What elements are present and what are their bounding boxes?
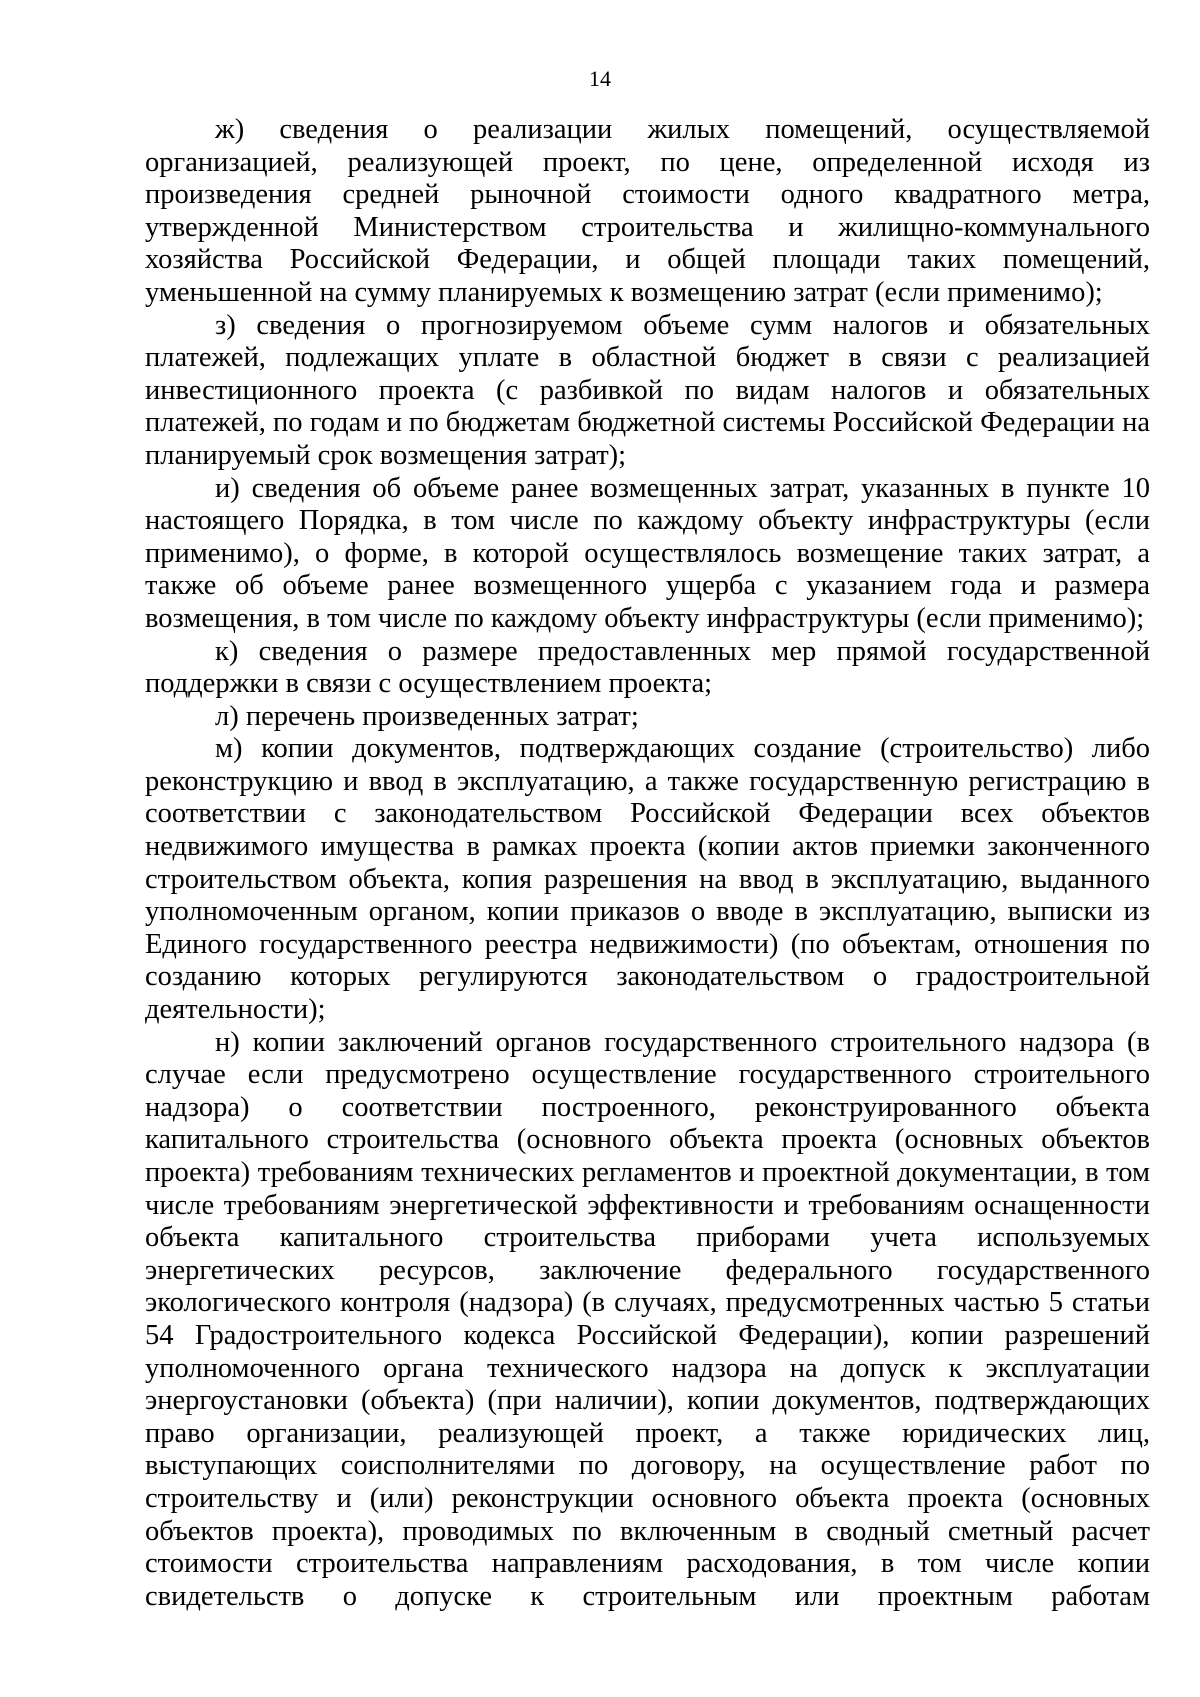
document-body (145, 114, 1150, 1613)
paragraph-i: и) сведения об объеме ранее возмещенных затрат, указанных в пункте 10 настоящего Порядка, в том числе по каждому объекту инфраструктуры (если применимо), о форме, в которой осуществлялось возмещение таких затрат, а также об объеме ранее возмещенного ущерба с указанием года и размера возмещения, в том числе по каждому объекту инфраструктуры (если применимо); (145, 472, 1150, 634)
paragraph-k: к) сведения о размере предоставленных мер прямой государственной поддержки в связи с осуществлением проекта; (145, 635, 1150, 700)
paragraph-n: н) копии заключений органов государственного строительного надзора (в случае если предусмотрено осуществление государственного строительного надзора) о соответствии построенного, реконструированного объекта капитального строительства (основного объекта проекта (основных объектов проекта) требованиям технических регламентов и проектной документации, в том числе требованиям энергетической эффективности и требованиям оснащенности объекта капитального строительства приборами учета используемых энергетических ресурсов, заключение федерального государственного экологического контроля (надзора) (в случаях, предусмотренных частью 5 статьи 54 Градостроительного кодекса Российской Федерации), копии разрешений уполномоченного органа технического надзора на допуск к эксплуатации энергоустановки (объекта) (при наличии), копии документов, подтверждающих право организации, реализующей проект, а также юридических лиц, выступающих соисполнителями по договору, на осуществление работ по строительству и (или) реконструкции основного объекта проекта (основных объектов проекта), проводимых по включенным в сводный сметный расчет стоимости строительства направлениям расходования, в том числе копии свидетельств о допуске к строительным или проектным работам (145, 1026, 1150, 1612)
paragraph-z: з) сведения о прогнозируемом объеме сумм налогов и обязательных платежей, подлежащих уплате в областной бюджет в связи с реализацией инвестиционного проекта (с разбивкой по видам налогов и обязательных платежей, по годам и по бюджетам бюджетной системы Российской Федерации на планируемый срок возмещения затрат); (145, 309, 1150, 471)
paragraph-m: м) копии документов, подтверждающих создание (строительство) либо реконструкцию и ввод в эксплуатацию, а также государственную регистрацию в соответствии с законодательством Российской Федерации всех объектов недвижимого имущества в рамках проекта (копии актов приемки законченного строительством объекта, копия разрешения на ввод в эксплуатацию, выданного уполномоченным органом, копии приказов о вводе в эксплуатацию, выписки из Единого государственного реестра недвижимости) (по объектам, отношения по созданию которых регулируются законодательством о градостроительной деятельности); (145, 733, 1150, 1026)
paragraph-zh: ж) сведения о реализации жилых помещений, осуществляемой организацией, реализующей проект, по цене, определенной исходя из произведения средней рыночной стоимости одного квадратного метра, утвержденной Министерством строительства и жилищно-коммунального хозяйства Российской Федерации, и общей площади таких помещений, уменьшенной на сумму планируемых к возмещению затрат (если применимо); (145, 114, 1150, 308)
paragraph-l: л) перечень произведенных затрат; (215, 700, 639, 732)
page-number: 14 (589, 66, 611, 91)
